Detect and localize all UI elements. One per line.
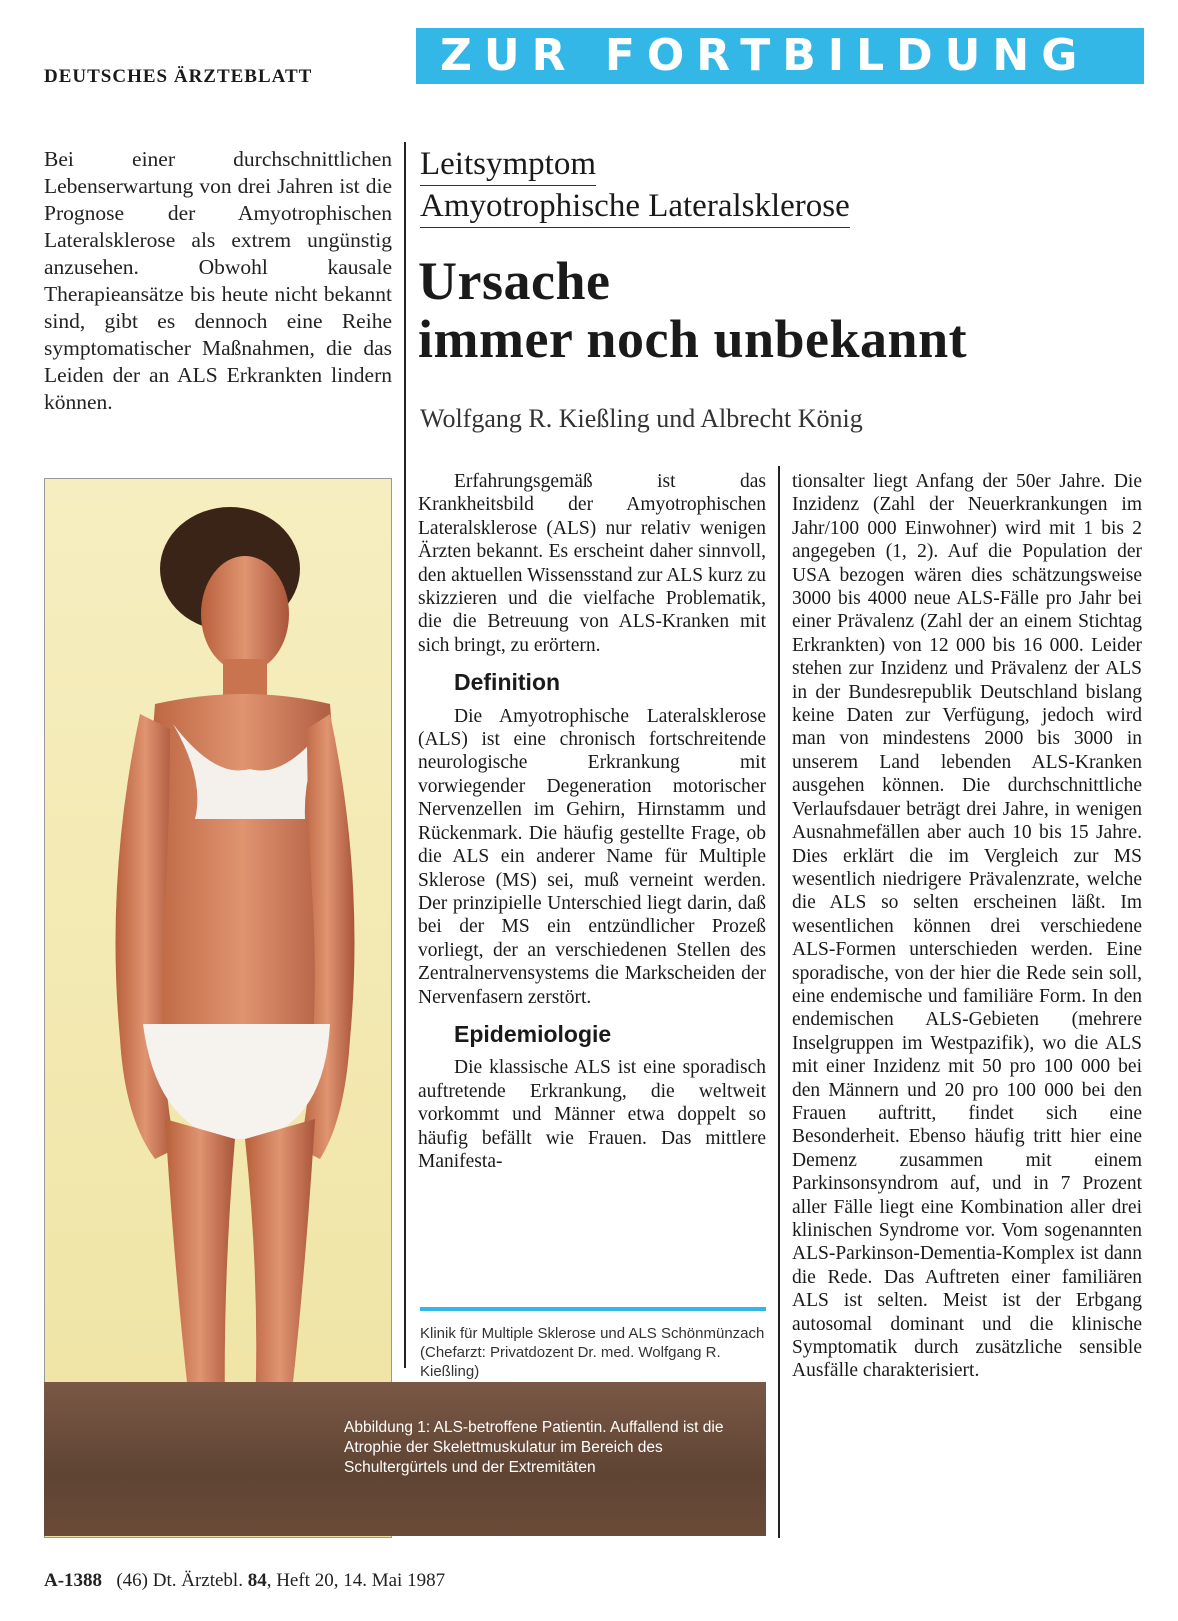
section-banner: ZUR FORTBILDUNG bbox=[416, 28, 1144, 84]
kicker bbox=[420, 144, 850, 228]
column-divider-left bbox=[404, 142, 406, 1368]
volume-number: 84 bbox=[247, 1570, 267, 1591]
authors: Wolfgang R. Kießling und Albrecht König bbox=[420, 404, 863, 433]
issue-date: , Heft 20, 14. Mai 1987 bbox=[266, 1570, 446, 1591]
column-divider-right bbox=[778, 466, 780, 1538]
page-number: A-1388 bbox=[44, 1570, 103, 1591]
heading-epidemiologie: Epidemiologie bbox=[454, 1020, 612, 1047]
lead-paragraph: Bei einer durchschnittlichen Lebenserwartung von drei Jahren ist die Prognose der Amyotrophischen Lateralsklerose als extrem ungünstig anzusehen. Obwohl kausale Therapieansätze bis heute nicht bekannt sind, gibt es dennoch eine Reihe symptomatischer Maßnahmen, die das Leiden der an ALS Erkrankten lindern können. bbox=[44, 147, 392, 414]
patient-figure-illustration bbox=[45, 479, 391, 1537]
page-footer bbox=[44, 1570, 445, 1592]
figure-caption: Abbildung 1: ALS-betroffene Patientin. Auffallend ist die Atrophie der Skelettmuskulatur im Bereich des Schultergürtels und der Extremitäten bbox=[344, 1419, 724, 1476]
article-column-2 bbox=[792, 470, 1142, 1383]
journal-abbreviation: Dt. Ärztebl. bbox=[152, 1570, 243, 1591]
kicker-line-2: Amyotrophische Lateralsklerose bbox=[420, 186, 850, 228]
headline-line-1: Ursache bbox=[418, 251, 611, 311]
continued-paragraph: tionsalter liegt Anfang der 50er Jahre. Die Inzidenz (Zahl der Neuerkrankungen im Jahr/100 000 Einwohner) wird mit 1 bis 2 angegeben (1, 2). Auf die Population der USA bezogen wären dies schätzungsweise 3000 bis 4000 neue ALS-Fälle pro Jahr bei einer Prävalenz (Zahl der an einem Stichtag Erkrankten) von 12 000 bis 16 000. Leider stehen zur Inzidenz und Prävalenz der ALS in der Bundesrepublik Deutschland bislang keine Daten zur Verfügung, jedoch wird man von mindestens 2000 bis 3000 in unserem Land lebenden ALS-Kranken ausgehen können. Die durchschnittliche Verlaufsdauer beträgt drei Jahre, in wenigen Ausnahmefällen aber auch 10 bis 15 Jahre. Dies erklärt die im Vergleich zur MS wesentlich niedrigere Prävalenzrate, welche die ALS so selten erscheinen läßt. Im wesentlichen können drei verschiedene ALS-Formen unterschieden werden. Eine sporadische, von der hier die Rede sein soll, eine endemische und familiäre Form. In den endemischen ALS-Gebieten (mehrere Inselgruppen im Westpazifik), wo die ALS mit einer Inzidenz mit 50 pro 100 000 bei den Männern und 20 pro 100 000 bei den Frauen auftritt, findet sich eine Besonderheit. Ebenso häufig tritt hier eine Demenz zusammen mit einem Parkinsonsyndrom auf, und in 7 Prozent aller Fälle liegt eine Kombination aller drei klinischen Syndrome vor. Vom sogenannten ALS-Parkinson-Dementia-Komplex ist dann die Rede. Das Auftreten einer familiären ALS ist selten. Meist ist der Erbgang autosomal dominant und die klinische Symptomatik durch zusätzliche sensible Ausfälle charakterisiert. bbox=[792, 471, 1142, 1382]
headline bbox=[418, 252, 967, 368]
intro-paragraph: Erfahrungsgemäß ist das Krankheitsbild der Amyotrophischen Lateralsklerose (ALS) nur relativ wenigen Ärzten bekannt. Es erscheint daher sinnvoll, den aktuellen Wissensstand zur ALS kurz zu skizzieren und die vielfache Problematik, die die Betreuung von ALS-Kranken mit sich bringt, zu erörtern. bbox=[418, 471, 766, 656]
definition-paragraph: Die Amyotrophische Lateralsklerose (ALS) ist eine chronisch fortschreitende neurologische Erkrankung mit vorwiegender Degeneration motorischer Nervenzellen im Gehirn, Hirnstamm und Rückenmark. Die häufig gestellte Frage, ob die ALS ein anderer Name für Multiple Sklerose (MS) sei, muß verneint werden. Der prinzipielle Unterschied liegt darin, daß bei der MS ein entzündlicher Prozeß vorliegt, der an verschiedenen Stellen des Zentralnervensystems die Markscheiden der Nervenfasern zerstört. bbox=[418, 705, 766, 1008]
issue-page: (46) bbox=[116, 1570, 148, 1591]
affiliation-rule bbox=[420, 1307, 766, 1311]
epidemiologie-paragraph: Die klassische ALS ist eine sporadisch auftretende Erkrankung, die weltweit vorkommt und Männer etwa doppelt so häufig befällt wie Frauen. Das mittlere Manifesta- bbox=[418, 1057, 766, 1172]
journal-name: DEUTSCHES ÄRZTEBLATT bbox=[44, 66, 313, 87]
affiliation: Klinik für Multiple Sklerose und ALS Schönmünzach (Chefarzt: Privatdozent Dr. med. Wolfgang R. Kießling) bbox=[420, 1325, 765, 1380]
kicker-line-1: Leitsymptom bbox=[420, 144, 596, 186]
article-column-1 bbox=[418, 470, 766, 1173]
headline-line-2: immer noch unbekannt bbox=[418, 309, 968, 369]
patient-photo bbox=[44, 478, 392, 1538]
heading-definition: Definition bbox=[454, 669, 561, 696]
